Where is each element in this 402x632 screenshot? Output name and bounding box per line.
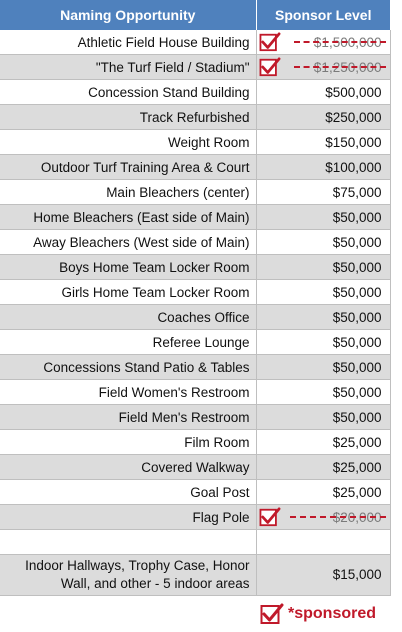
table-row: [0, 480, 390, 505]
naming-opportunity-cell: Outdoor Turf Training Area & Court: [0, 155, 256, 180]
table-row: [0, 130, 390, 155]
sponsor-amount: $20,000: [332, 509, 382, 525]
sponsor-level-cell: [256, 555, 390, 596]
sponsor-amount: $50,000: [332, 334, 382, 350]
sponsor-level-cell: [256, 55, 390, 80]
sponsor-amount: $25,000: [332, 459, 382, 475]
table-row: [0, 330, 390, 355]
sponsor-amount: $100,000: [325, 159, 382, 175]
table-row: [0, 205, 390, 230]
table-header-row: [0, 0, 390, 30]
naming-opportunity-cell: Indoor Hallways, Trophy Case, Honor Wall, and other - 5 indoor areas: [0, 555, 256, 596]
naming-opportunity-cell: Concessions Stand Patio & Tables: [0, 355, 256, 380]
sponsor-amount: $250,000: [325, 109, 382, 125]
sponsor-amount: $75,000: [332, 184, 382, 200]
sponsor-amount: $500,000: [325, 84, 382, 100]
sponsor-level-cell: [256, 530, 390, 555]
naming-opportunity-cell: Athletic Field House Building: [0, 30, 256, 55]
sponsored-legend: [260, 603, 400, 627]
sponsor-amount: $50,000: [332, 284, 382, 300]
sponsor-level-cell: [256, 330, 390, 355]
table-row: [0, 455, 390, 480]
table-row: [0, 380, 390, 405]
sponsor-amount: $1,250,000: [313, 59, 382, 75]
sponsor-amount: $50,000: [332, 309, 382, 325]
naming-opportunity-cell: Weight Room: [0, 130, 256, 155]
strikethrough-line: [290, 516, 386, 518]
sponsor-level-cell: [256, 380, 390, 405]
naming-opportunity-cell: Home Bleachers (East side of Main): [0, 205, 256, 230]
table-row: [0, 355, 390, 380]
naming-opportunity-cell: "The Turf Field / Stadium": [0, 55, 256, 80]
sponsor-amount: $50,000: [332, 409, 382, 425]
naming-opportunity-cell: Away Bleachers (West side of Main): [0, 230, 256, 255]
naming-opportunity-cell: Flag Pole: [0, 505, 256, 530]
sponsor-level-cell: [256, 30, 390, 55]
naming-opportunity-cell: Covered Walkway: [0, 455, 256, 480]
table-row: [0, 30, 390, 55]
checkbox-check-icon: [259, 507, 281, 527]
header-naming-opportunity: Naming Opportunity: [0, 0, 256, 30]
sponsor-amount: $50,000: [332, 359, 382, 375]
sponsor-level-cell: [256, 430, 390, 455]
checkbox-check-icon: [260, 603, 284, 625]
sponsor-level-cell: [256, 355, 390, 380]
sponsor-level-cell: [256, 280, 390, 305]
table-row: [0, 230, 390, 255]
table-row: [0, 305, 390, 330]
sponsor-amount: $50,000: [332, 384, 382, 400]
sponsor-amount: $15,000: [332, 567, 382, 582]
sponsor-level-cell: [256, 230, 390, 255]
sponsor-amount: $25,000: [332, 434, 382, 450]
checkbox-check-icon: [259, 57, 281, 77]
sponsor-amount: $1,500,000: [313, 34, 382, 50]
sponsor-level-cell: [256, 130, 390, 155]
strikethrough-line: [294, 66, 386, 68]
naming-opportunity-cell: Coaches Office: [0, 305, 256, 330]
sponsor-level-cell: [256, 455, 390, 480]
naming-opportunity-cell: Concession Stand Building: [0, 80, 256, 105]
table-row: [0, 405, 390, 430]
sponsor-level-cell: [256, 80, 390, 105]
sponsor-amount: $25,000: [332, 484, 382, 500]
sponsored-legend-label: *sponsored: [288, 605, 377, 622]
naming-opportunity-cell: Field Women's Restroom: [0, 380, 256, 405]
sponsor-level-cell: [256, 205, 390, 230]
table-row: [0, 55, 390, 80]
naming-opportunity-cell: Referee Lounge: [0, 330, 256, 355]
table-row: [0, 505, 390, 530]
naming-opportunity-cell: Main Bleachers (center): [0, 180, 256, 205]
table-row: [0, 105, 390, 130]
naming-opportunity-cell: Girls Home Team Locker Room: [0, 280, 256, 305]
header-sponsor-level: Sponsor Level: [256, 0, 390, 30]
table-row: [0, 430, 390, 455]
naming-opportunity-cell: Track Refurbished: [0, 105, 256, 130]
sponsor-amount: $50,000: [332, 234, 382, 250]
table-row: [0, 180, 390, 205]
table-row: [0, 80, 390, 105]
sponsor-level-cell: [256, 480, 390, 505]
sponsor-amount: $50,000: [332, 259, 382, 275]
strikethrough-line: [294, 41, 386, 43]
table-row: [0, 155, 390, 180]
table-row: [0, 255, 390, 280]
naming-opportunity-cell: Field Men's Restroom: [0, 405, 256, 430]
sponsor-level-cell: [256, 255, 390, 280]
sponsor-level-cell: [256, 180, 390, 205]
sponsor-amount: $150,000: [325, 134, 382, 150]
naming-opportunity-cell: [0, 530, 256, 555]
sponsor-level-cell: [256, 405, 390, 430]
sponsor-level-cell: [256, 305, 390, 330]
table-body: [0, 30, 390, 596]
table-row: [0, 280, 390, 305]
sponsor-level-cell: [256, 505, 390, 530]
table-row: [0, 530, 390, 555]
checkbox-check-icon: [259, 32, 281, 52]
naming-opportunity-cell: Goal Post: [0, 480, 256, 505]
sponsor-amount: $50,000: [332, 209, 382, 225]
naming-opportunity-cell: Boys Home Team Locker Room: [0, 255, 256, 280]
sponsor-level-cell: [256, 155, 390, 180]
sponsor-level-cell: [256, 105, 390, 130]
naming-opportunity-cell: Film Room: [0, 430, 256, 455]
table-row: [0, 555, 390, 596]
